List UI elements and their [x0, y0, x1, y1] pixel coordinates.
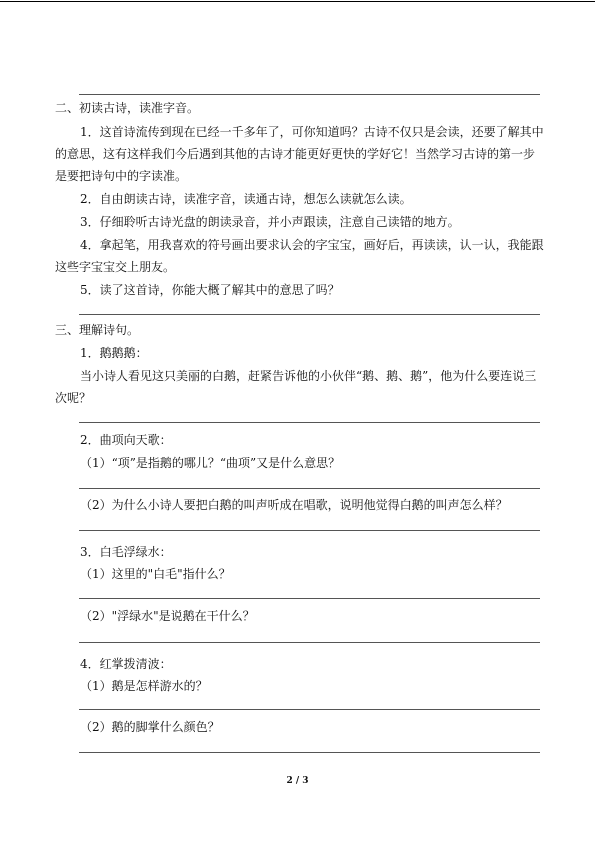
answer-line	[79, 752, 540, 753]
question-title: 4．红掌拨清波：	[80, 657, 172, 671]
answer-line	[79, 530, 540, 531]
question-title: 2．曲项向天歌：	[80, 433, 172, 447]
question-text: 3．仔细聆听古诗光盘的朗读录音，并小声跟读，注意自己读错的地方。	[80, 215, 460, 229]
question-text: （1）这里的"白毛"指什么？	[80, 567, 231, 581]
question-text: （1）鹅是怎样游水的？	[80, 679, 208, 693]
answer-line	[79, 94, 540, 95]
question-text: 1．这首诗流传到现在已经一千多年了，可你知道吗？古诗不仅只是会读，还要了解其中	[80, 125, 544, 139]
question-text: （2）为什么小诗人要把白鹅的叫声听成在唱歌，说明他觉得白鹅的叫声怎么样？	[80, 498, 508, 512]
question-text: （1）“项”是指鹅的哪儿？“曲项”又是什么意思？	[80, 456, 341, 470]
question-text: （2）鹅的脚掌什么颜色？	[80, 720, 220, 734]
answer-line	[79, 314, 540, 315]
answer-line	[79, 642, 540, 643]
question-title: 3．白毛浮绿水：	[80, 545, 172, 559]
section-heading: 二、初读古诗，读准字音。	[55, 101, 200, 115]
question-text: 这些字宝宝交上朋友。	[55, 260, 176, 274]
question-text: 5．读了这首诗，你能大概了解其中的意思了吗？	[80, 283, 340, 297]
question-text: 次呢？	[55, 391, 92, 405]
answer-line	[79, 422, 540, 423]
answer-line	[79, 598, 540, 599]
question-text: 的意思，这有这样我们今后遇到其他的古诗才能更好更快的学好它！当然学习古诗的第一步	[55, 147, 536, 161]
section-heading: 三、理解诗句。	[55, 323, 140, 337]
question-text: 是要把诗句中的字读准。	[55, 169, 188, 183]
question-text: 4．拿起笔，用我喜欢的符号画出要求认会的字宝宝，画好后，再读读，认一认，我能跟	[80, 238, 544, 252]
answer-line	[79, 709, 540, 710]
question-text: 当小诗人看见这只美丽的白鹅，赶紧告诉他的小伙伴“鹅、鹅、鹅”，他为什么要连说三	[80, 369, 537, 383]
question-text: 2．自由朗读古诗，读准字音，读通古诗，想怎么读就怎么读。	[80, 192, 412, 206]
question-text: （2）"浮绿水"是说鹅在干什么？	[80, 609, 255, 623]
page-number: 2 / 3	[286, 776, 309, 786]
answer-line	[79, 488, 540, 489]
top-border-rule	[0, 1, 595, 2]
question-title: 1．鹅鹅鹅：	[80, 346, 148, 360]
